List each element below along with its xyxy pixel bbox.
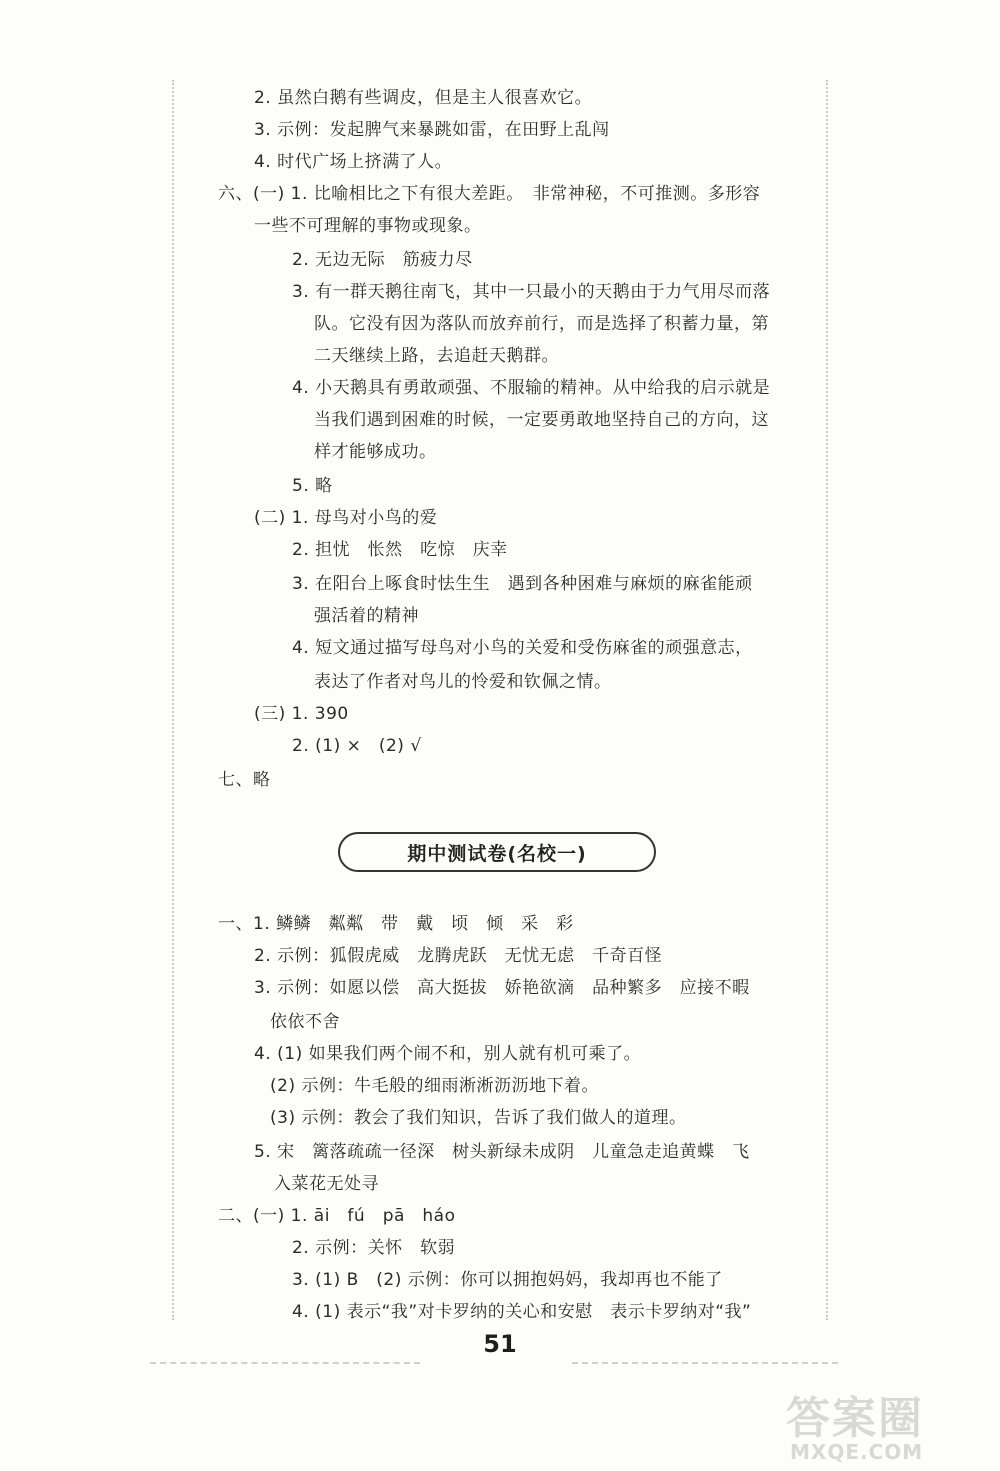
- page-number: 51: [483, 1330, 517, 1358]
- watermark-logo: [780, 1382, 990, 1466]
- answer-line: 5. 略: [292, 476, 333, 496]
- answer-line: 二天继续上路，去追赶天鹅群。: [314, 346, 559, 366]
- answer-line: 强活着的精神: [314, 606, 419, 626]
- answer-line: 入菜花无处寻: [274, 1174, 379, 1194]
- answer-line: 当我们遇到困难的时候，一定要勇敢地坚持自己的方向，这: [314, 410, 769, 430]
- answer-line: 4. (1) 表示“我”对卡罗纳的关心和安慰 表示卡罗纳对“我”: [292, 1302, 752, 1322]
- answer-line: (二) 1. 母鸟对小鸟的爱: [254, 508, 438, 528]
- answer-line: 2. (1) × (2) √: [292, 736, 422, 756]
- answer-line: 2. 无边无际 筋疲力尽: [292, 250, 473, 270]
- section-heading: 期中测试卷(名校一): [338, 832, 656, 872]
- answer-line: 3. 示例：如愿以偿 高大挺拔 娇艳欲滴 品种繁多 应接不暇: [254, 978, 750, 998]
- answer-line: 5. 宋 篱落疏疏一径深 树头新绿未成阴 儿童急走追黄蝶 飞: [254, 1142, 750, 1162]
- answer-line: (2) 示例：牛毛般的细雨淅淅沥沥地下着。: [270, 1076, 599, 1096]
- answer-line: 一些不可理解的事物或现象。: [254, 216, 482, 236]
- footer-rule-left: [150, 1362, 420, 1364]
- left-margin-line: [172, 80, 174, 1320]
- answer-line: 2. 示例：狐假虎威 龙腾虎跃 无忧无虑 千奇百怪: [254, 946, 663, 966]
- answer-line: 二、(一) 1. āi fú pā háo: [218, 1206, 456, 1226]
- answer-line: 七、略: [218, 770, 271, 790]
- answer-line: 依依不舍: [270, 1012, 340, 1032]
- answer-line: 2. 示例：关怀 软弱: [292, 1238, 456, 1258]
- answer-line: 4. 短文通过描写母鸟对小鸟的关爱和受伤麻雀的顽强意志，: [292, 638, 753, 658]
- answer-line: 4. 小天鹅具有勇敢顽强、不服输的精神。从中给我的启示就是: [292, 378, 771, 398]
- answer-line: 样才能够成功。: [314, 442, 437, 462]
- answer-line: 4. (1) 如果我们两个闹不和，别人就有机可乘了。: [254, 1044, 642, 1064]
- answer-line: (三) 1. 390: [254, 704, 349, 724]
- answer-line: 队。它没有因为落队而放弃前行，而是选择了积蓄力量，第: [314, 314, 769, 334]
- answer-line: 一、1. 鳞鳞 粼粼 带 戴 顷 倾 采 彩: [218, 914, 574, 934]
- answer-line: 3. (1) B (2) 示例：你可以拥抱妈妈，我却再也不能了: [292, 1270, 723, 1290]
- right-margin-line: [826, 80, 828, 1320]
- answer-line: 3. 有一群天鹅往南飞，其中一只最小的天鹅由于力气用尽而落: [292, 282, 771, 302]
- answer-line: 3. 示例：发起脾气来暴跳如雷，在田野上乱闯: [254, 120, 610, 140]
- answer-line: 3. 在阳台上啄食时怯生生 遇到各种困难与麻烦的麻雀能顽: [292, 574, 753, 594]
- answer-line: 表达了作者对鸟儿的怜爱和钦佩之情。: [314, 672, 612, 692]
- watermark-title: 答案圈: [786, 1393, 924, 1444]
- watermark-url: MXQE.COM: [790, 1440, 924, 1464]
- footer-rule-right: [572, 1362, 838, 1364]
- answer-line: (3) 示例：教会了我们知识，告诉了我们做人的道理。: [270, 1108, 687, 1128]
- answer-line: 2. 担忧 怅然 吃惊 庆幸: [292, 540, 508, 560]
- answer-line: 六、(一) 1. 比喻相比之下有很大差距。 非常神秘，不可推测。多形容: [218, 184, 761, 204]
- answer-line: 4. 时代广场上挤满了人。: [254, 152, 453, 172]
- answer-line: 2. 虽然白鹅有些调皮，但是主人很喜欢它。: [254, 88, 593, 108]
